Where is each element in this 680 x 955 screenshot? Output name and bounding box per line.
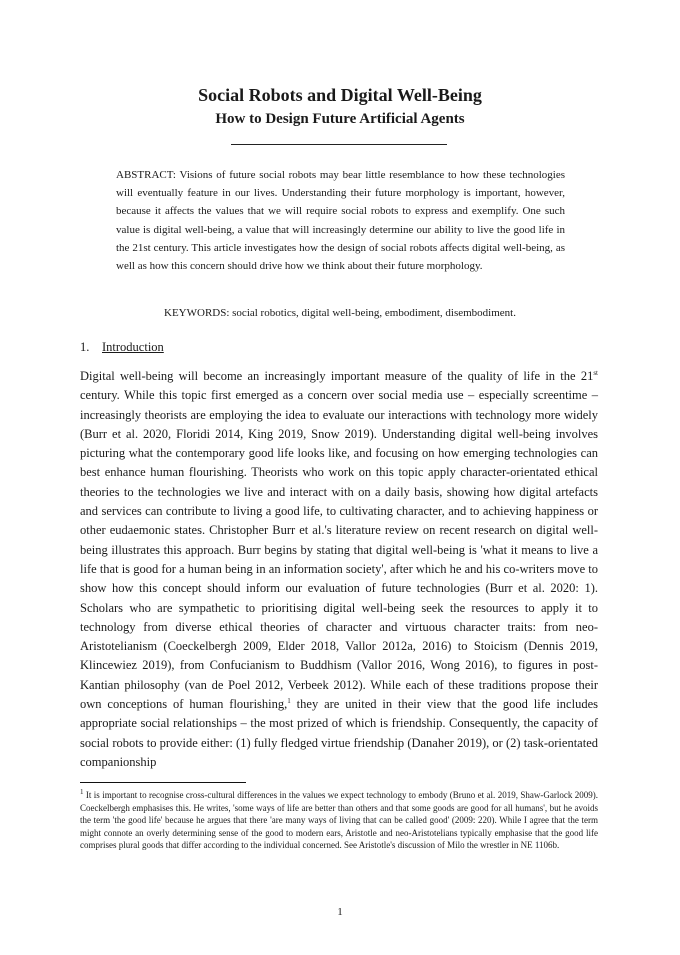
body-text-part: they are united in their view that the good life includes appropriate social relationships – the most prized of which is friendship. Consequently, the capacity of social robots to provide either: (1) fully fledged virtue friendship (Danaher 2019), or (2) task-orientated companionship <box>80 697 598 769</box>
section-title: Introduction <box>102 340 164 354</box>
paper-title: Social Robots and Digital Well-Being <box>198 85 482 105</box>
section-number: 1. <box>80 340 90 354</box>
footnote-divider <box>80 782 246 783</box>
footnote-marker: 1 <box>80 788 84 796</box>
abstract-text: ABSTRACT: Visions of future social robots may bear little resemblance to how these technologies will eventually feature in our lives. Understanding their future morphology is important, however, because it affects the values that we will require social robots to express and exemplify. One such value is digital well-being, a value that will increasingly determine our ability to live the good life in the 21st century. This article investigates how the design of social robots affects digital well-being, as well as how this concern should drive how we think about their future morphology. <box>116 169 565 273</box>
body-text-part: Digital well-being will become an increasingly important measure of the quality of life in the 21 <box>80 369 594 383</box>
footnote-text: It is important to recognise cross-cultural differences in the values we expect technology to embody (Bruno et al. 2019, Shaw-Garlock 2009). Coeckelbergh emphasises this. He writes, 'some ways of life are better than others and that some goods are good for all humans', but he avoids the term 'the good life' because he argues that there 'are many ways of living that can be called good' (2009: 220). While I agree that the term might connote an overly determining sense of the good to modern ears, Aristotle and neo-Aristotelians typically emphasise that the good life comprises plural goods that differ according to the individual concerned. See Aristotle's discussion of Milo the wrestler in NE 1106b. <box>80 790 598 850</box>
body-text-part: century. While this topic first emerged as a concern over social media use – especially screentime – increasingly theorists are employing the idea to evaluate our interactions with technology more widely (Burr et al. 2020, Floridi 2014, King 2019, Snow 2019). Understanding digital well-being involves picturing what the contemporary good life looks like, and focusing on how emerging technologies can best enhance human flourishing. Theorists who work on this topic apply character-orientated ethical theories to the technologies we live and interact with on a daily basis, showing how digital artefacts and services can contribute to living a good life, to cultivating character, and to achieving happiness or other eudaemonic states. Christopher Burr et al.'s literature review on recent research on digital well-being illustrates this approach. Burr begins by stating that digital well-being is 'what it means to live a life that is good for a human being in an information society', after which he and his co-writers move to show how this concept should inform our evaluation of future technologies (Burr et al. 2020: 1). Scholars who are sympathetic to prioritising digital well-being seek the resources to apply it to technology from diverse ethical theories of character and virtuous character traits: from neo-Aristotelianism (Coeckelbergh 2009, Elder 2018, Vallor 2012a, 2016) to Stoicism (Dennis 2019, Klincewiez 2019), from Confucianism to Buddhism (Vallor 2016, Wong 2016), to figures in post-Kantian philosophy (van de Poel 2012, Verbeek 2012). While each of these traditions propose their own conceptions of human flourishing, <box>80 388 598 712</box>
body-paragraph <box>80 367 598 772</box>
footnote-reference[interactable]: 1 <box>287 696 291 705</box>
keywords: KEYWORDS: social robotics, digital well-being, embodiment, disembodiment. <box>164 307 516 319</box>
section-heading <box>80 339 164 356</box>
title-divider <box>231 144 447 145</box>
page-number: 1 <box>337 906 343 918</box>
abstract <box>116 166 565 275</box>
body-text <box>80 367 598 772</box>
footnote <box>80 789 598 852</box>
paper-subtitle: How to Design Future Artificial Agents <box>215 111 465 127</box>
ordinal-superscript: st <box>593 368 598 377</box>
